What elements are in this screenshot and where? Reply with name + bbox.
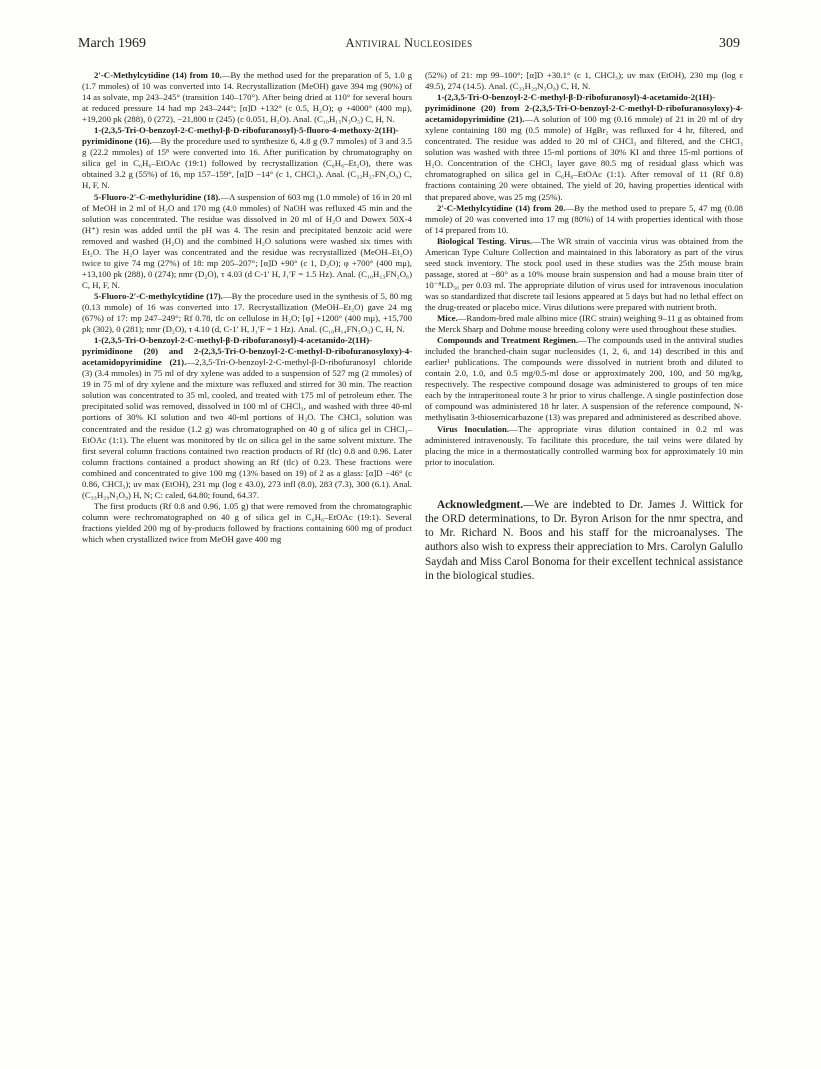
paragraph: [82, 291, 412, 335]
header-date: March 1969: [78, 36, 147, 51]
paragraph: [425, 335, 743, 423]
paragraph-heading: 2′-C-Methylcytidine (14) from 10.: [94, 70, 222, 80]
paragraph: [425, 313, 743, 335]
paragraph: [425, 203, 743, 236]
paragraph-text: —By the procedure used to synthesize 6, 4.8 g (9.7 mmoles) of 3 and 3.5 g (22.2 mmoles) of 15⁸ were converted into 16. After purification by chromatography on silica gel in C₆H₆–EtOAc (19:1) followed by recrystallization (C₆H₆–Et₂O), there was obtained 3.2 g (55%) of 16, mp 157–159°, [α]D −14° (c 1, CHCl₃). Anal. (C₃₂H₂₇FN₂O₉) C, H, F, N.: [82, 136, 412, 191]
acknowledgment-text: —We are indebted to Dr. James J. Wittick for the ORD determinations, to Dr. Byron Arison for the nmr spectra, and to Mr. Richard N. Boos and his staff for the microanalyses. The authors also wish to express their appreciation to Mrs. Carolyn Galullo Saydah and Miss Carol Bonoma for their excellent technical assistance in the biological studies.: [425, 498, 743, 582]
right-column: [425, 70, 743, 583]
paragraph: [82, 501, 412, 545]
paragraph-heading: 1-(2,3,5-Tri-O-benzoyl-2-C-methyl-β-D-ribofuranosyl)-4-acetamido-2(1H)-pyrimidinone (20) and 2-(2,3,5-Tri-O-benzoyl-2-C-methyl-D-ribofuranosyloxy)-4-acetamidopyrimidine (21).: [82, 335, 412, 368]
paragraph-heading: Mice.: [437, 313, 458, 324]
paragraph-text: —By the method used for the preparation of 5, 1.0 g (1.7 mmoles) of 10 was converted into 14. Recrystallization (MeOH) gave 394 mg (90%) of 14 as solvate, mp 243–245° (transition 140–170°). After being dried at 110° for several hours at reduced pressure 14 had mp 243–244°; [α]D +132° (c 0.5, H₂O); φ +4000° (400 mμ), +19,200 pk (288), 0 (272), −21,800 tr (245) (c 0.051, H₂O). Anal. (C₁₀H₁₅N₃O₅) C, H, N.: [82, 70, 412, 125]
acknowledgment-heading: Acknowledgment.: [437, 498, 524, 511]
left-column: [82, 70, 412, 545]
paragraph-text: —2,3,5-Tri-O-benzoyl-2-C-methyl-β-D-ribofuranosyl chloride (3) (3.4 mmoles) in 75 ml of dry xylene was added to a suspension of 527 mg (2 mmoles) of 19 in 75 ml of dry xylene and the mixture was refluxed and stirred for 30 min. The reaction solution was concentrated to 35 ml, cooled, and treated with 175 ml of petroleum ether. The precipitated solid was removed, dissolved in 100 ml of CHCl₃, and washed with three 40-ml portions of 30% KI solution and two 40-ml portions of H₂O. The CHCl₃ solution was concentrated and the residue (1.2 g) was chromatographed on 40 g of silica gel in CHCl₃–EtOAc (1:1). The eluent was monitored by tlc on silica gel in the same solvent mixture. The first several column fractions contained two reaction products of Rf (tlc) 0.8 and 0.96. Later column fractions contained a product showing an Rf (tlc) of 0.23. These fractions were combined and concentrated to give 100 mg (13% based on 19) of 2 as a glass: [α]D −46° (c 0.86, CHCl₃); uv max (EtOH), 231 mμ (log ε 43.0), 273 infl (8.0), 283 (7.3), 300 (6.1). Anal. (C₃₃H₂₉N₃O₉) H, N; C: caled, 64.80; found, 64.37.: [82, 357, 413, 500]
paragraph-heading: Biological Testing. Virus.: [437, 235, 533, 246]
paragraph: [82, 335, 412, 501]
paragraph: [425, 70, 743, 92]
header-section-title: Antiviral Nucleosides: [345, 36, 473, 50]
paragraph-heading: 5-Fluoro-2′-C-methylcytidine (17).: [94, 290, 223, 301]
paragraph-text: —A solution of 100 mg (0.16 mmole) of 21 in 20 ml of dry xylene containing 180 mg (0.5 mmole) of HgBr₂ was refluxed for 4 hr, filtered, and concentrated. The residue was added to 20 ml of CHCl₃ and filtered, and the CHCl₃ solution was washed with three 15-ml portions of 30% KI and three 15-ml portions of H₂O. Concentration of the CHCl₃ layer gave 80.5 mg of residual glass which was chromatographed on silica gel in C₆H₆–EtOAc (1:1). After removal of 11 (Rf 0.8) fractions containing 20 were obtained. The yield of 20, having properties identical with that prepared above, was 25 mg (25%).: [425, 114, 744, 202]
paragraph-text: —A suspension of 603 mg (1.0 mmole) of 16 in 20 ml of MeOH in 2 ml of H₂O and 170 mg (4.0 mmoles) of NaOH was refluxed 45 min and the solution was concentrated. The residue was dissolved in 20 ml of H₂O and Dowex 50X-4 (H⁺) resin was added until the pH was 4. The resin and precipitated benzoic acid were removed and washed (H₂O) and the combined H₂O solutions were washed six times with Et₂O. The H₂O layer was concentrated and the residue was recrystallized (MeOH–Et₂O) twice to give 74 mg (27%) of 18: mp 205–207°; [α]D +90° (c 1, D₂O); φ +700° (400 mμ), +13,100 pk (288), 0 (274); nmr (D₂O), τ 4.03 (d C-1′ H, J₁′F = 1.5 Hz). Anal. (C₁₀H₁₃FN₂O₆) C, H, F, N.: [82, 191, 412, 290]
acknowledgment: [425, 498, 743, 583]
running-header: [78, 36, 740, 56]
paragraph: [425, 236, 743, 313]
paragraph-heading: Compounds and Treatment Regimen.: [437, 335, 579, 346]
paragraph-text: —By the method used to prepare 5, 47 mg (0.08 mmole) of 20 was converted into 17 mg (80%) of 14 with properties identical with those of 14 prepared from 10.: [425, 202, 743, 235]
paragraph-heading: 5-Fluoro-2′-C-methyluridine (18).: [94, 191, 221, 202]
paragraph-heading: 1-(2,3,5-Tri-O-benzoyl-2-C-methyl-β-D-ribofuranosyl)-5-fluoro-4-methoxy-2(1H)-pyrimidinone (16).: [82, 125, 399, 147]
paragraph-text: —The WR strain of vaccinia virus was obtained from the American Type Culture Collection and maintained in this laboratory as part of the virus seed stock inventory. The stock pool used in these studies was the 25th mouse brain passage, stored at −80° as a 10% mouse brain suspension and had a mouse brain titer of 10⁻⁸LD₅₀ per 0.03 ml. The appropriate dilution of virus used for intravenous inoculation was so standardized that discrete tail lesions appeared at 5 days but had no lethal effect on the drug-treated or placebo mice. Virus dilutions were prepared with nutrient broth.: [425, 235, 743, 312]
paragraph: [425, 424, 743, 468]
paragraph: [425, 92, 743, 202]
header-page-number: 309: [719, 36, 740, 51]
paragraph-text: —By the procedure used in the synthesis of 5, 80 mg (0.13 mmole) of 16 was converted into 17. Recrystallization (MeOH–Et₂O) gave 24 mg (67%) of 17: mp 247–249°; Rf 0.78, tlc on cellulose in H₂O; [φ] +1200° (400 mμ), +15,700 pk (302), 0 (281); nmr (D₂O), τ 4.10 (d, C-1′ H, J₁′F = 1 Hz). Anal. (C₁₀H₁₄FN₃O₅) C, H, N.: [82, 290, 412, 335]
paragraph-heading: Virus Inoculation.: [437, 423, 510, 434]
paragraph-text: —Random-bred male albino mice (IRC strain) weighing 9–11 g as obtained from the Merck Sharp and Dohme mouse breeding colony were used throughout these studies.: [425, 313, 743, 335]
paragraph: [82, 125, 412, 191]
paragraph-text: —The compounds used in the antiviral studies included the branched-chain sugar nucleosides (1, 2, 6, and 14) described in this and earlier¹ publications. The compounds were dissolved in nutrient broth and diluted to contain 2.0, 1.0, and 0.5 mg/0.5-ml dose or approximately 200, 100, and 50 mg/kg, respectively. The respective compound dosage was administered to groups of ten mice each by the intraperitoneal route 3 hr prior to virus challenge. A single postinfection dose of compound was administered 18 hr later. A suspension of the reference compound, N-methylisatin 3-thiosemicarbazone (13) was prepared and administered as described above.: [425, 335, 744, 423]
paragraph: [82, 192, 412, 291]
paragraph-text: (52%) of 21: mp 99–100°; [α]D +30.1° (c 1, CHCl₃); uv max (EtOH), 230 mμ (log ε 49.5), 274 (14.5). Anal. (C₃₃H₂₉N₃O₉) C, H, N.: [425, 70, 743, 92]
paragraph-text: The first products (Rf 0.8 and 0.96, 1.05 g) that were removed from the chromatographic column were rechromatographed on 40 g of silica gel in C₆H₆–EtOAc (19:1). Several fractions yielded 200 mg of by-products followed by fractions containing 600 mg of product which when crystallized twice from MeOH gave 400 mg: [82, 500, 412, 544]
paragraph: [82, 70, 412, 125]
paragraph-heading: 1-(2,3,5-Tri-O-benzoyl-2-C-methyl-β-D-ribofuranosyl)-4-acetamido-2(1H)-pyrimidinone (20) from 2-(2,3,5-Tri-O-benzoyl-2-C-methyl-D-ribofuranosyloxy)-4-acetamidopyrimidine (21).: [425, 92, 743, 125]
paragraph-heading: 2′-C-Methylcytidine (14) from 20.: [437, 202, 566, 213]
paragraph-text: —The appropriate virus dilution contained in 0.2 ml was administered intravenously. To facilitate this procedure, the tail veins were dilated by placing the mice in a thermostatically controlled warming box for approximately 10 min prior to inoculation.: [425, 423, 743, 467]
